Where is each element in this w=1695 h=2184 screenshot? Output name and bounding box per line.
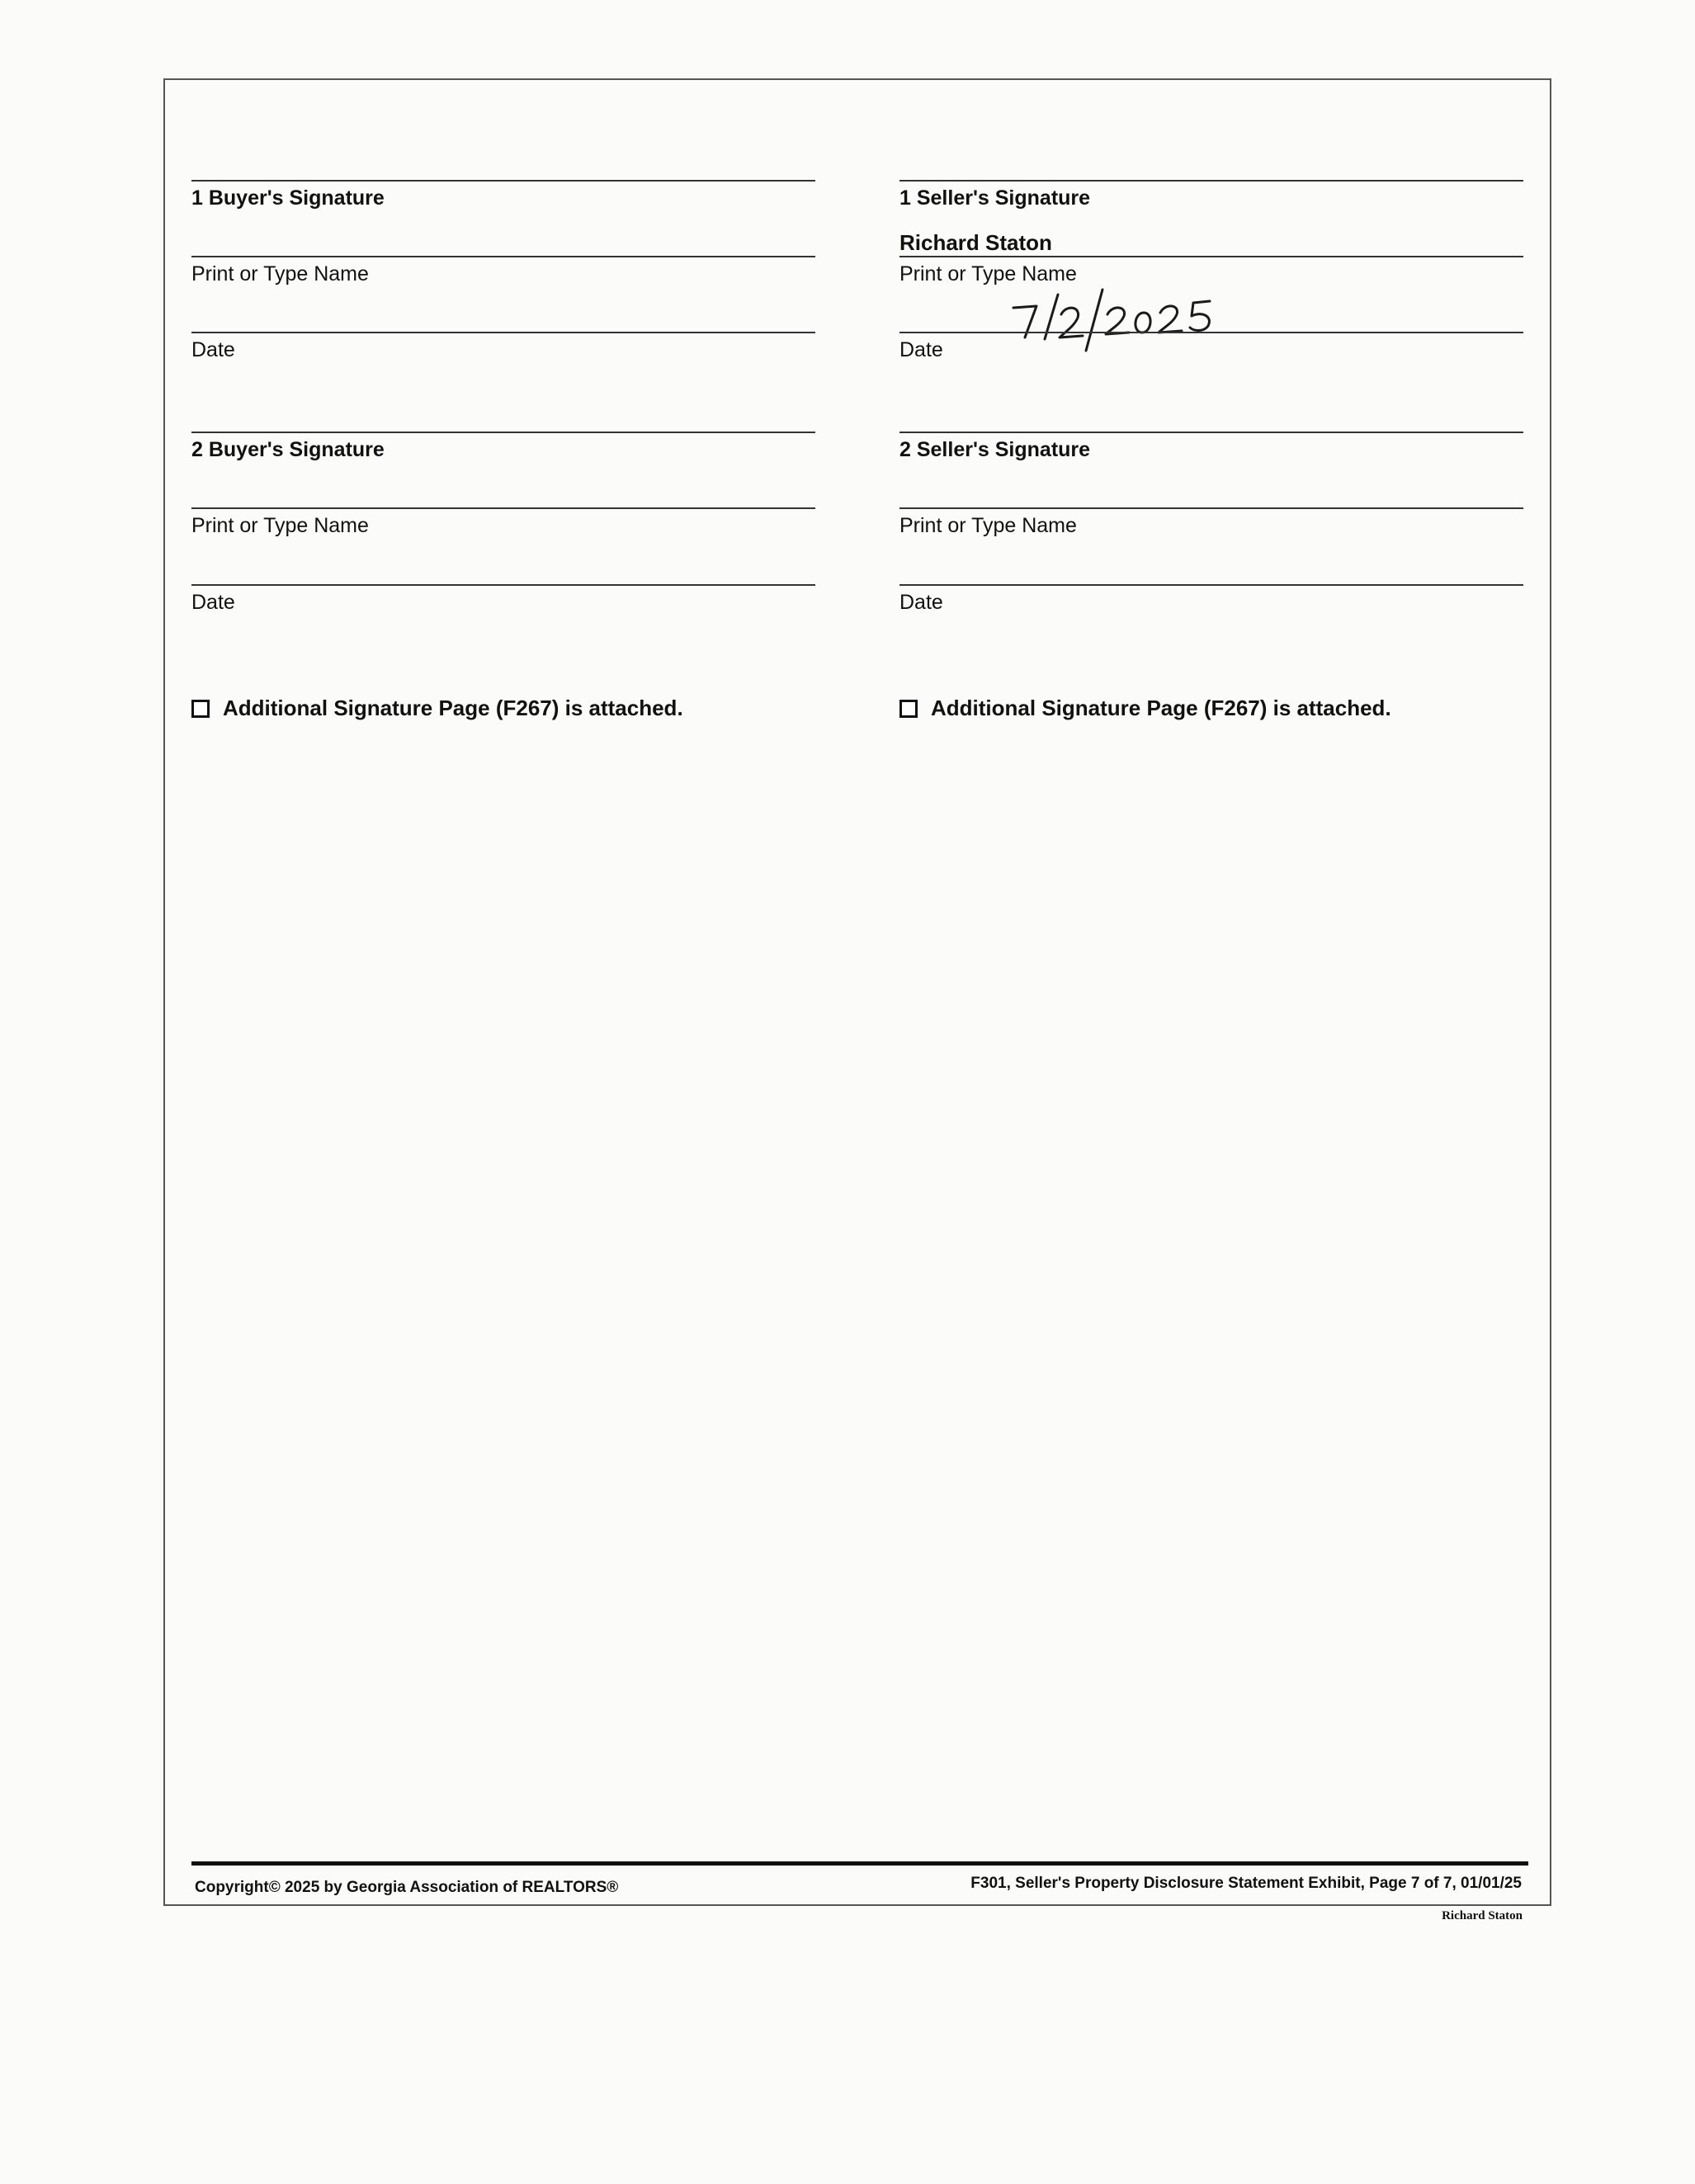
date-line [191, 584, 815, 586]
seller-attach-checkbox[interactable] [899, 700, 918, 718]
name-line [899, 507, 1523, 509]
name-line [191, 507, 815, 509]
buyer1-signature-field[interactable] [191, 180, 815, 229]
signature-line [191, 180, 815, 182]
seller2-signature-field[interactable] [899, 432, 1523, 481]
seller-attach-label: Additional Signature Page (F267) is attached. [931, 696, 1391, 720]
seller-additional-signature-option[interactable] [899, 696, 1391, 721]
signer-stamp: Richard Staton [1442, 1909, 1523, 1922]
buyer1-name-field[interactable] [191, 256, 815, 305]
buyer2-name-field[interactable] [191, 507, 815, 557]
seller2-signature-label: 2 Seller's Signature [899, 438, 1091, 461]
date-line [899, 584, 1523, 586]
seller1-name-value: Richard Staton [899, 230, 1052, 255]
buyer1-signature-label: 1 Buyer's Signature [191, 186, 385, 210]
buyer2-signature-field[interactable] [191, 432, 815, 481]
buyer1-date-label: Date [191, 338, 235, 361]
date-line [899, 332, 1523, 333]
seller1-signature-label: 1 Seller's Signature [899, 186, 1091, 210]
buyer2-date-label: Date [191, 591, 235, 614]
buyer-additional-signature-option[interactable] [191, 696, 683, 721]
seller1-name-label: Print or Type Name [899, 262, 1077, 285]
seller2-date-field[interactable] [899, 584, 1523, 634]
copyright-notice: Copyright© 2025 by Georgia Association of REALTORS® [195, 1879, 619, 1896]
buyer-attach-checkbox[interactable] [191, 700, 210, 718]
form-identifier: F301, Seller's Property Disclosure Statement Exhibit, Page 7 of 7, 01/01/25 [970, 1875, 1522, 1892]
seller1-date-label: Date [899, 338, 943, 361]
name-line [191, 256, 815, 257]
signature-line [899, 180, 1523, 182]
buyer1-date-field[interactable] [191, 332, 815, 381]
seller1-date-field[interactable] [899, 332, 1523, 381]
buyer1-name-label: Print or Type Name [191, 262, 369, 285]
footer-rule [191, 1861, 1528, 1866]
signature-line [899, 432, 1523, 433]
seller1-signature-field[interactable] [899, 180, 1523, 229]
buyer2-name-label: Print or Type Name [191, 514, 369, 537]
date-line [191, 332, 815, 333]
seller2-name-label: Print or Type Name [899, 514, 1077, 537]
buyer2-signature-label: 2 Buyer's Signature [191, 438, 385, 461]
seller1-handwritten-signature [941, 0, 1320, 8]
buyer2-date-field[interactable] [191, 584, 815, 634]
signature-line [191, 432, 815, 433]
name-line [899, 256, 1523, 257]
seller2-date-label: Date [899, 591, 943, 614]
seller2-name-field[interactable] [899, 507, 1523, 557]
buyer-attach-label: Additional Signature Page (F267) is attached. [223, 696, 683, 720]
